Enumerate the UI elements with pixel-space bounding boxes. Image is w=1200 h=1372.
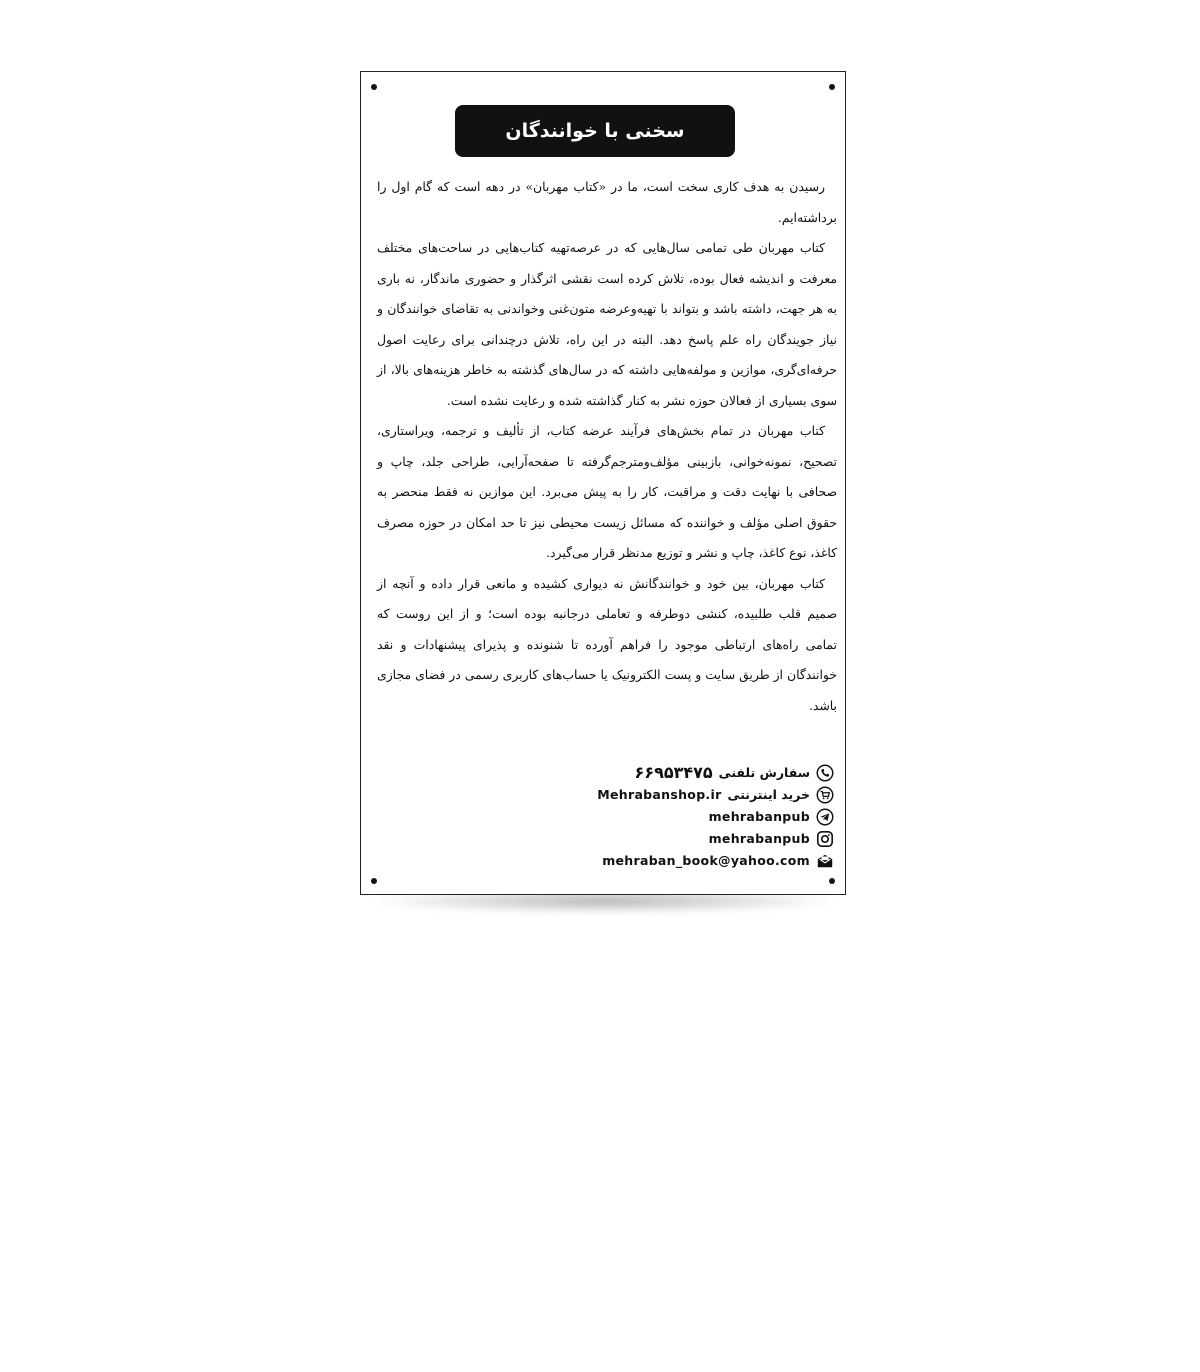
telegram-handle[interactable]: mehrabanpub [708,809,810,825]
shop-label: خرید اینترنتی [727,787,810,803]
phone-label: سفارش تلفنی [718,765,810,781]
phone-icon [816,764,834,782]
instagram-handle[interactable]: mehrabanpub [708,831,810,847]
shop-link[interactable]: Mehrabanshop.ir [597,787,722,803]
contact-shop [534,784,834,806]
paragraph-4: کتاب مهربان، بین خود و خوانندگانش نه دیواری کشیده و مانعی قرار داده و آنچه از صمیم قلب طلبیده، کنشی دوطرفه و تعاملی درجانبه بوده است؛ و از این روست که تمامی راه‌های ارتباطی موجود را فراهم آورده تا شنونده و پذیرای پیشنهادات و نقد خوانندگان از طریق سایت و پست الکترونیک یا حساب‌های کاربری رسمی در فضای مجازی باشد. [377,575,837,713]
page-title: سخنی با خوانندگان [455,105,735,157]
paragraph-2: کتاب مهربان طی تمامی سال‌هایی که در عرصه‌تهیه کتاب‌هایی در ساحت‌های مختلف معرفت و اندیشه فعال بوده، تلاش کرده است نقشی اثرگذار و حضوری ماندگار، نه باری به هر جهت، داشته باشد و بتواند با تهیه‌وعرضه متون‌غنی و‌خواندنی به تقاضای خوانندگان و نیاز جویندگان راه علم پاسخ دهد. البته در این راه، تلاش درچندانی برای رعایت اصول حرفه‌ای‌گری، موازین و مولفه‌هایی داشته که در سال‌های گذشته به خاطر هزینه‌های بالا، از سوی بسیاری از فعالان حوزه نشر به کنار گذاشته شده و رعایت نشده است. [377,240,837,408]
contact-list [534,762,834,872]
contact-email [534,850,834,872]
phone-number[interactable]: ۶۶۹۵۳۴۷۵ [634,763,713,783]
corner-dot [829,878,835,884]
email-icon [816,852,834,870]
paragraph-1: رسیدن به هدف کاری سخت است، ما در «کتاب مهربان» در دهه است که گام اول را برداشته‌ایم. [377,179,837,225]
contact-telegram [534,806,834,828]
telegram-icon [816,808,834,826]
email-address[interactable]: mehraban_book@yahoo.com [602,853,810,869]
instagram-icon [816,830,834,848]
contact-instagram [534,828,834,850]
paragraph-3: کتاب مهربان در تمام بخش‌های فرآیند عرضه کتاب، از تألیف و ترجمه، ویراستاری، تصحیح، نمونه‌خوانی، بازبینی مؤلف‌ومترجم‌گرفته تا صفحه‌آرایی، طراحی جلد، چاپ و صحافی با نهایت دقت و مراقبت، کار را به پیش می‌برد. این موازین نه فقط منحصر به حقوق اصلی مؤلف و خواننده که مسائل زیست محیطی نیز تا حد امکان در حوزه مصرف کاغذ، نوع کاغذ، چاپ و نشر و توزیع مدنظر قرار می‌گیرد. [377,423,837,560]
shop-icon [816,786,834,804]
notice-card [360,71,846,895]
corner-dot [371,84,377,90]
contact-phone [534,762,834,784]
corner-dot [829,84,835,90]
body-text [377,172,837,721]
corner-dot [371,878,377,884]
